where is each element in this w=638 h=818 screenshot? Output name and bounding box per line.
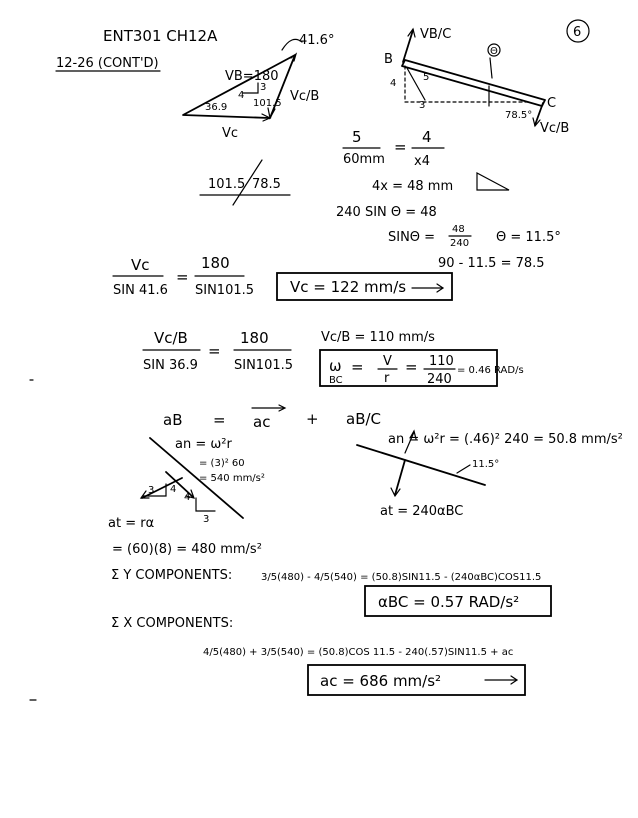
right-fbd bbox=[357, 431, 623, 519]
ratio-triangle-sketch bbox=[477, 173, 509, 190]
theta-result: Θ = 11.5° bbox=[496, 230, 561, 245]
omega-result-value: = 0.46 RAD/s bbox=[457, 365, 524, 376]
side-5-label: 5 bbox=[423, 72, 430, 83]
omega-v-num: V bbox=[383, 354, 392, 369]
left-s3a: 3 bbox=[148, 485, 155, 496]
right-link-line bbox=[357, 445, 485, 485]
vc-equals: = bbox=[176, 268, 189, 286]
omega-den-value: 240 bbox=[427, 372, 452, 387]
acceleration-equation bbox=[163, 405, 381, 431]
theta-label: Θ bbox=[490, 46, 498, 57]
ratio-result: 4x = 48 mm bbox=[372, 179, 454, 194]
problem-number: 12-26 (CONT'D) bbox=[56, 56, 159, 71]
ratio-den-right: x4 bbox=[414, 154, 430, 169]
left-fbd bbox=[141, 437, 265, 525]
vc-boxed-result: Vc = 122 mm/s bbox=[290, 278, 407, 296]
point-c-label: C bbox=[547, 96, 557, 111]
ratio-den-left: 60mm bbox=[343, 152, 385, 167]
sum-y-label: Σ Y COMPONENTS: bbox=[111, 568, 233, 583]
left-an-line2: = (3)² 60 bbox=[199, 458, 245, 469]
omega-den-left: SIN 36.9 bbox=[143, 358, 198, 373]
ratio-num-right: 4 bbox=[422, 128, 432, 146]
triangle-slope-mark bbox=[243, 83, 258, 93]
omega-equation bbox=[143, 329, 524, 387]
omega-num-left: Vc/B bbox=[154, 329, 188, 347]
at-eq-line1: at = rα bbox=[108, 516, 155, 531]
point-b-label: B bbox=[384, 52, 393, 67]
vbc-arrow bbox=[403, 30, 413, 62]
sum-x-label: Σ X COMPONENTS: bbox=[111, 616, 234, 631]
slope-4-label: 4 bbox=[238, 90, 245, 101]
vc-equation bbox=[113, 254, 452, 300]
sine-lhs: SINΘ = bbox=[388, 230, 436, 245]
ratio-equals: = bbox=[394, 138, 407, 156]
left-s3b: 3 bbox=[203, 514, 210, 525]
ac-boxed-result: ac = 686 mm/s² bbox=[320, 672, 442, 690]
alpha-boxed-result: αBC = 0.57 RAD/s² bbox=[378, 593, 520, 611]
omega-eq-1: = bbox=[351, 358, 364, 376]
vc-num-right: 180 bbox=[201, 254, 230, 272]
linkage-vcb-label: Vc/B bbox=[540, 121, 570, 136]
sum-x-equation: 4/5(480) + 3/5(540) = (50.8)COS 11.5 - 240(.57)SIN11.5 + ac bbox=[203, 647, 514, 658]
vc-label: Vc bbox=[222, 126, 239, 141]
ratio-equation bbox=[343, 128, 509, 194]
sine-frac-den: 240 bbox=[450, 238, 470, 249]
sine-frac-num: 48 bbox=[452, 224, 465, 235]
supplementary-angles bbox=[200, 160, 290, 205]
at-eq-line2: = (60)(8) = 480 mm/s² bbox=[112, 542, 262, 557]
page-number: 6 bbox=[573, 25, 582, 40]
omega-eq-2: = bbox=[405, 358, 418, 376]
vcb-value: Vc/B = 110 mm/s bbox=[321, 330, 435, 345]
ratio-num-left: 5 bbox=[352, 128, 362, 146]
sum-y-equation: 3/5(480) - 4/5(540) = (50.8)SIN11.5 - (240αBC)COS11.5 bbox=[261, 572, 542, 583]
accel-plus: + bbox=[306, 410, 319, 428]
linkage-sketch bbox=[384, 27, 569, 136]
accel-ac: ac bbox=[253, 413, 271, 431]
right-at-eq: at = 240αBC bbox=[380, 504, 464, 519]
theta-pointer bbox=[490, 58, 492, 78]
sine-line-3: 90 - 11.5 = 78.5 bbox=[438, 256, 545, 271]
vc-den-left: SIN 41.6 bbox=[113, 283, 168, 298]
side-3-label: 3 bbox=[419, 100, 426, 111]
omega-v-den: r bbox=[384, 371, 390, 386]
omega-subscript: BC bbox=[329, 375, 343, 386]
omega-den-right: SIN101.5 bbox=[234, 358, 294, 373]
angle-785: 78.5 bbox=[252, 177, 281, 192]
left-slope-triangle-1 bbox=[143, 484, 166, 496]
vc-den-right: SIN101.5 bbox=[195, 283, 255, 298]
angle-top-label: 41.6° bbox=[299, 33, 335, 48]
accel-ab: aB bbox=[163, 411, 183, 429]
vbc-label: VB/C bbox=[420, 27, 452, 42]
omega-symbol: ω bbox=[329, 357, 342, 375]
worksheet-title: ENT301 CH12A bbox=[103, 27, 218, 45]
sum-y-section bbox=[111, 568, 551, 616]
accel-equals: = bbox=[213, 411, 226, 429]
left-s4a: 4 bbox=[170, 484, 177, 495]
sine-line-1: 240 SIN Θ = 48 bbox=[336, 205, 437, 220]
vb-label: VB=180 bbox=[225, 69, 279, 84]
angle-left-label: 36.9 bbox=[205, 102, 228, 113]
angle-right-label: 101.5 bbox=[253, 98, 282, 109]
omega-equals: = bbox=[208, 342, 221, 360]
left-s4b: 4 bbox=[184, 492, 191, 503]
left-slope-triangle-2 bbox=[196, 498, 215, 511]
right-angle-label: 11.5° bbox=[472, 459, 500, 470]
slope-3-label: 3 bbox=[260, 82, 267, 93]
angle-1015: 101.5 bbox=[208, 177, 246, 192]
right-an-eq: an = ω²r = (.46)² 240 = 50.8 mm/s² bbox=[388, 432, 623, 447]
angle-78-label: 78.5° bbox=[505, 110, 533, 121]
sum-x-section bbox=[111, 616, 525, 695]
vcb-label: Vc/B bbox=[290, 89, 320, 104]
omega-num-value: 110 bbox=[429, 354, 454, 369]
omega-num-right: 180 bbox=[240, 329, 269, 347]
left-an-line3: = 540 mm/s² bbox=[199, 473, 265, 484]
left-an-line1: an = ω²r bbox=[175, 437, 232, 452]
vc-num-left: Vc bbox=[131, 256, 150, 274]
accel-abc: aB/C bbox=[346, 410, 382, 428]
side-4-label: 4 bbox=[390, 78, 397, 89]
right-angle-mark bbox=[457, 465, 470, 473]
velocity-triangle bbox=[183, 33, 334, 141]
